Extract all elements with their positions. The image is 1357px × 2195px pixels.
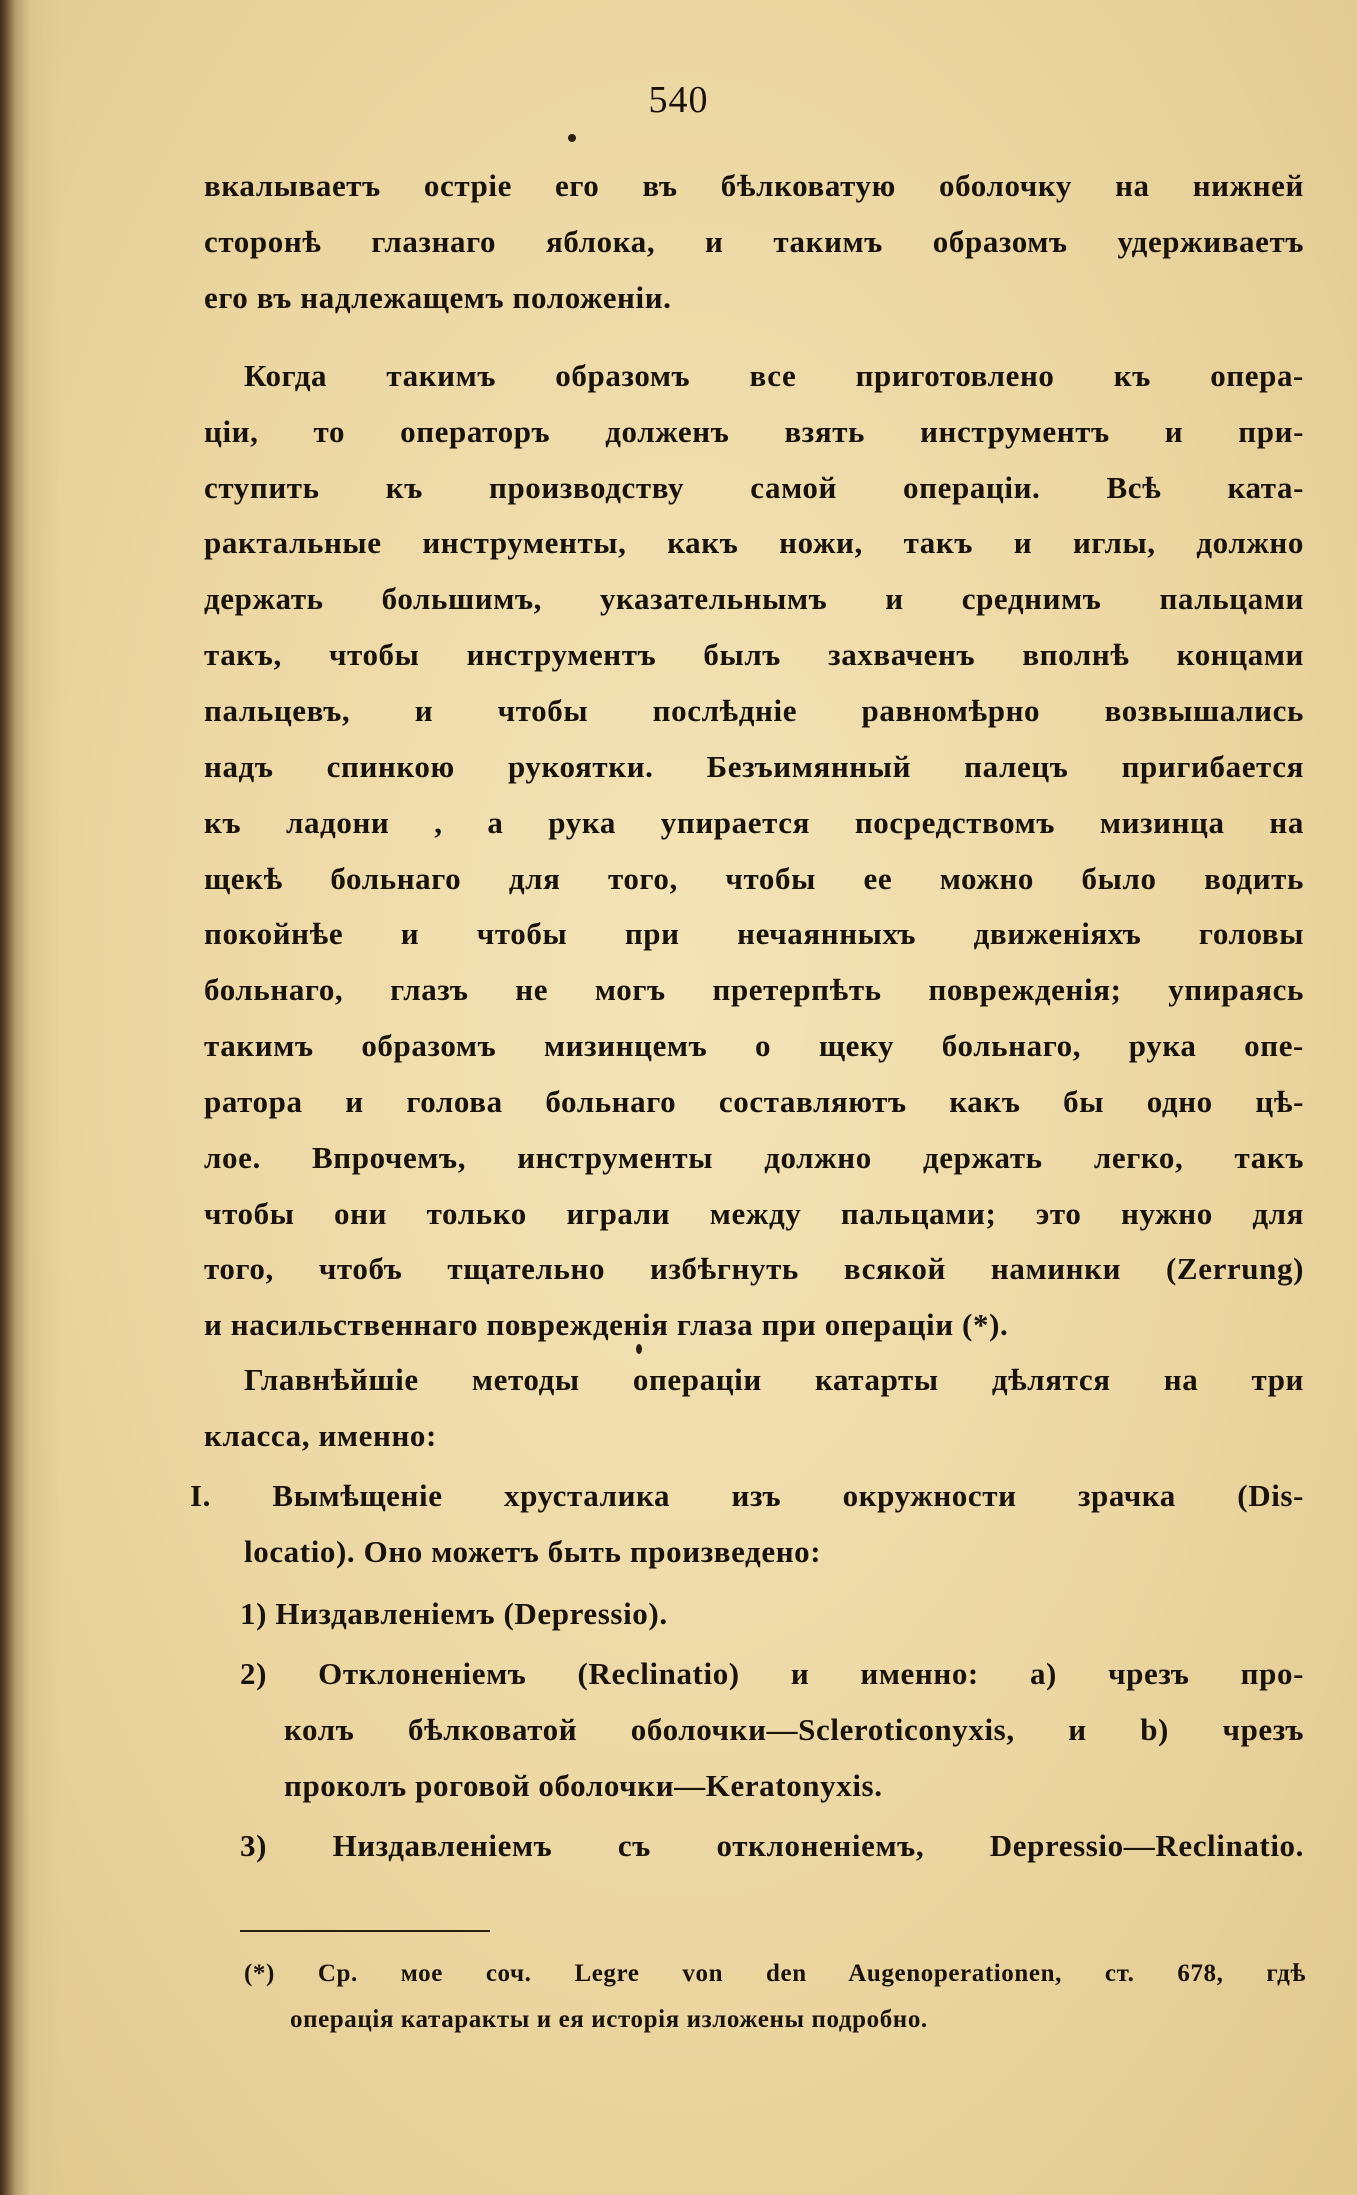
text-line: locatio). Оно можетъ быть произведено:: [244, 1534, 822, 1569]
text-line: такимъ образомъ мизинцемъ о щеку больнаго, рука опе-: [204, 1028, 1304, 1063]
text-line: класса, именно:: [204, 1418, 437, 1453]
list-item: 1) Низдавленіемъ (Depressio).: [240, 1596, 668, 1631]
footnote-divider: [240, 1930, 490, 1932]
ink-speck: [636, 1344, 642, 1354]
text-line: такъ, чтобы инструментъ былъ захваченъ вполнѣ концами: [204, 637, 1304, 672]
list-item: 3) Низдавленіемъ съ отклоненіемъ, Depressio—Reclinatio.: [240, 1828, 1304, 1863]
text-line: надъ спинкою рукоятки. Безъимянный палецъ пригибается: [204, 749, 1304, 784]
text-line: сторонѣ глазнаго яблока, и такимъ образомъ удерживаетъ: [204, 224, 1304, 259]
text-line: ступить къ производству самой операціи. Всѣ ката-: [204, 470, 1304, 505]
text-line: держать большимъ, указательнымъ и среднимъ пальцами: [204, 581, 1304, 616]
text-line: Главнѣйшіе методы операціи катарты дѣлятся на три: [244, 1362, 1304, 1397]
text-line: того, чтобъ тщательно избѣгнуть всякой наминки (Zerrung): [204, 1251, 1304, 1286]
text-line: и насильственнаго поврежденія глаза при операціи (*).: [204, 1307, 1009, 1342]
text-line: проколъ роговой оболочки—Keratonyxis.: [284, 1768, 883, 1803]
text-line: его въ надлежащемъ положеніи.: [204, 280, 672, 315]
text-line: къ ладони , а рука упирается посредствомъ мизинца на: [204, 805, 1304, 840]
ink-speck: [568, 134, 576, 142]
text-line: щекѣ больнаго для того, чтобы ее можно было водить: [204, 861, 1304, 896]
text-line: вкалываетъ остріе его въ бѣлковатую оболочку на нижней: [204, 168, 1304, 203]
text-line: ціи, то операторъ долженъ взять инструментъ и при-: [204, 414, 1304, 449]
section-heading-line: I. Вымѣщеніе хрусталика изъ окружности зрачка (Dis-: [190, 1478, 1304, 1513]
page-number: 540: [648, 79, 709, 121]
text-line: колъ бѣлковатой оболочки—Scleroticonyxis, и b) чрезъ: [284, 1712, 1304, 1747]
footnote-line: операція катаракты и ея исторія изложены подробно.: [290, 2006, 928, 2033]
text-line: рактальные инструменты, какъ ножи, такъ и иглы, должно: [204, 525, 1304, 560]
footnote-line: (*) Ср. мое соч. Legre von den Augenoperationen, ст. 678, гдѣ: [244, 1960, 1306, 1987]
text-line: больнаго, глазъ не могъ претерпѣть поврежденія; упираясь: [204, 972, 1304, 1007]
text-line: ратора и голова больнаго составляютъ какъ бы одно цѣ-: [204, 1084, 1304, 1119]
text-line: лое. Впрочемъ, инструменты должно держать легко, такъ: [204, 1140, 1304, 1175]
text-line: чтобы они только играли между пальцами; это нужно для: [204, 1196, 1304, 1231]
text-line: покойнѣе и чтобы при нечаянныхъ движеніяхъ головы: [204, 916, 1304, 951]
list-item: 2) Отклоненіемъ (Reclinatio) и именно: a) чрезъ про-: [240, 1656, 1304, 1691]
text-line: пальцевъ, и чтобы послѣдніе равномѣрно возвышались: [204, 693, 1304, 728]
text-line: Когда такимъ образомъ все приготовлено къ опера-: [244, 358, 1304, 393]
